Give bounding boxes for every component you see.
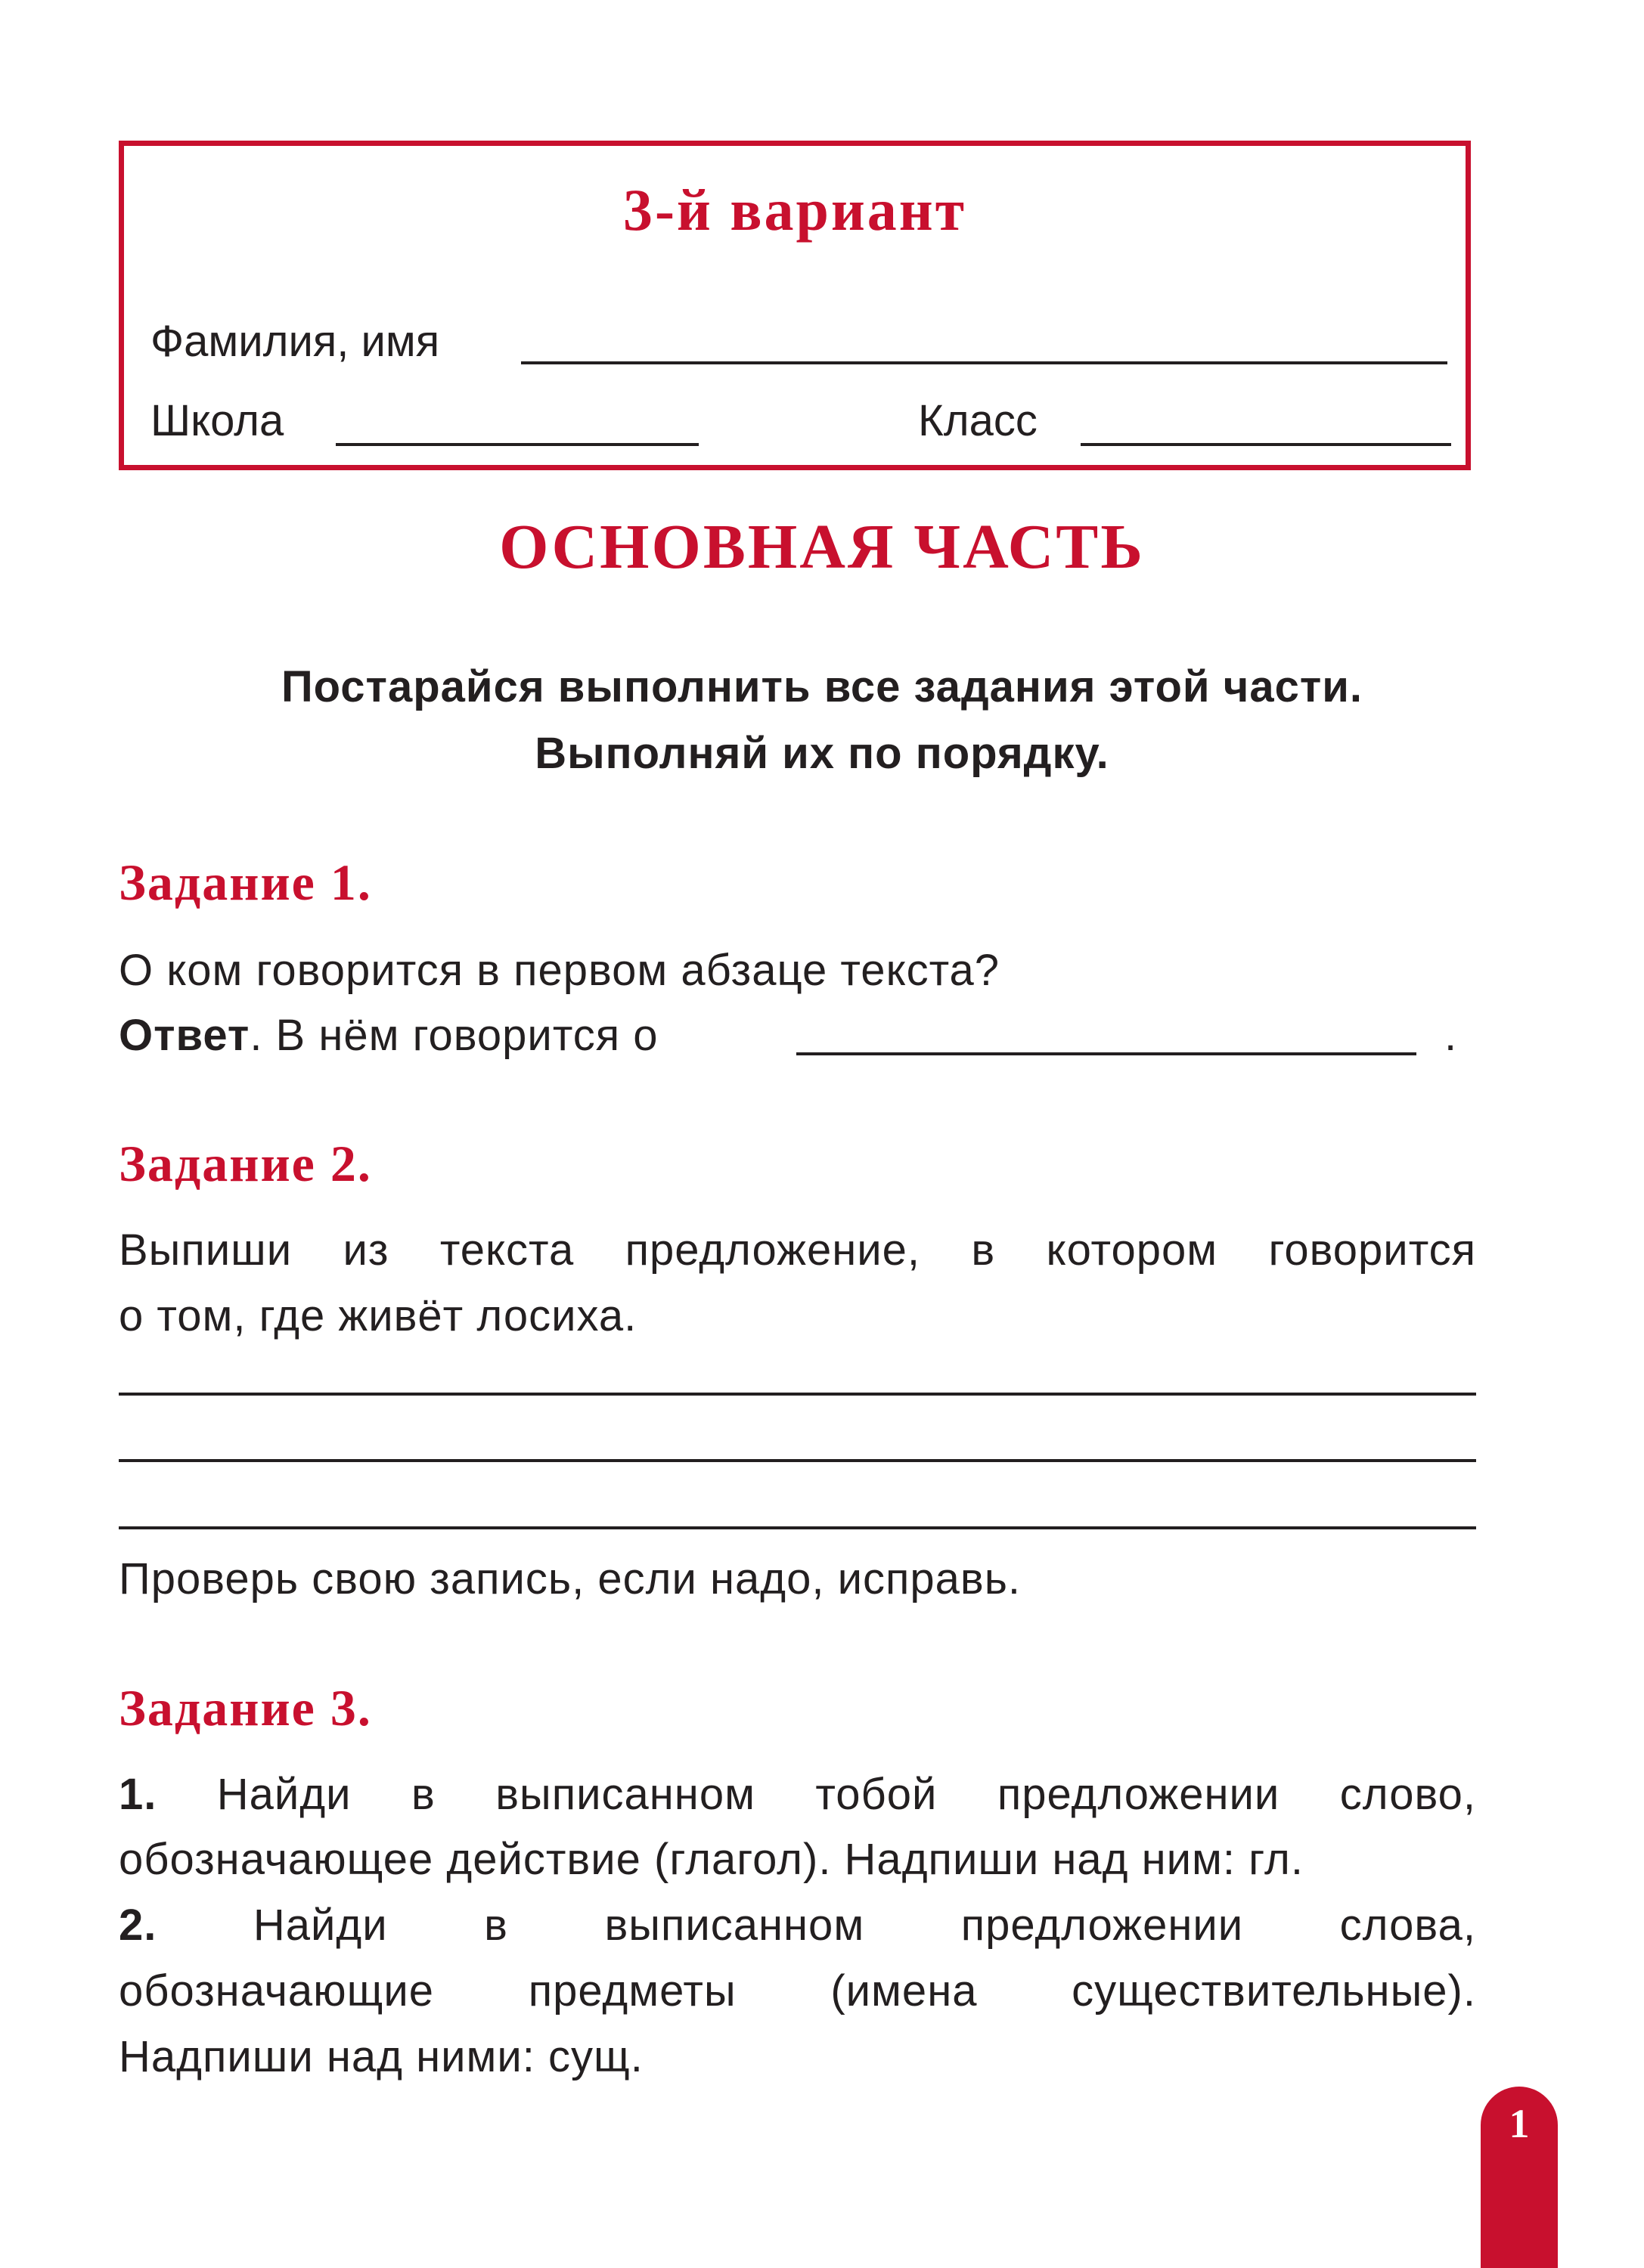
- word: в: [411, 1770, 436, 1819]
- item-number: [119, 1901, 388, 1950]
- item-1-number: 1.: [119, 1770, 157, 1819]
- task-2-check-text: Проверь свою запись, если надо, исправь.: [119, 1554, 1022, 1603]
- word: выписанном: [495, 1770, 755, 1819]
- student-info-box: [119, 141, 1471, 470]
- word: тобой: [815, 1770, 938, 1819]
- task-2-prompt-line-1: [119, 1225, 1476, 1275]
- task-2-prompt-line-2: о том, где живёт лосиха.: [119, 1291, 637, 1340]
- word: существительные).: [1072, 1966, 1476, 2015]
- task-3-item-1-line-2: обозначающее действие (глагол). Надпиши над ним: гл.: [119, 1835, 1304, 1884]
- page-number-tab: [1481, 2087, 1558, 2268]
- word: говорится: [1268, 1225, 1477, 1275]
- task-2-writing-line-2[interactable]: [119, 1459, 1476, 1462]
- word: слово,: [1339, 1770, 1477, 1819]
- word: предметы: [528, 1966, 737, 2015]
- word: текста: [439, 1225, 575, 1275]
- task-1-heading: Задание 1.: [119, 854, 372, 911]
- word: предложении: [960, 1901, 1244, 1950]
- section-title: ОСНОВНАЯ ЧАСТЬ: [499, 512, 1145, 582]
- task-2-heading: Задание 2.: [119, 1135, 372, 1192]
- word: Найди: [253, 1901, 388, 1950]
- task-1-answer-end: .: [1444, 1011, 1458, 1060]
- class-label: Класс: [918, 396, 1038, 445]
- word: в: [971, 1225, 996, 1275]
- word: выписанном: [604, 1901, 865, 1950]
- item-2-number: 2.: [119, 1901, 157, 1950]
- word: предложение,: [625, 1225, 921, 1275]
- word: обозначающие: [119, 1966, 435, 2015]
- school-label: Школа: [150, 396, 284, 445]
- word: в: [484, 1901, 508, 1950]
- class-field[interactable]: [1081, 443, 1451, 446]
- task-1-answer-field[interactable]: [796, 1052, 1416, 1055]
- word: Найди: [216, 1770, 352, 1819]
- task-3-item-2-line-2: [119, 1966, 1476, 2016]
- word: слова,: [1339, 1901, 1476, 1950]
- task-2-writing-line-1[interactable]: [119, 1393, 1476, 1396]
- word: (имена: [830, 1966, 978, 2015]
- task-3-item-1-line-1: [119, 1769, 1476, 1820]
- task-1-question: О ком говорится в первом абзаце текста?: [119, 946, 1000, 995]
- variant-title: 3-й вариант: [622, 177, 967, 243]
- task-1-answer-prompt: [119, 1010, 659, 1061]
- answer-label: Ответ: [119, 1011, 250, 1060]
- instruction-line-2: Выполняй их по порядку.: [535, 729, 1109, 778]
- task-3-item-2-line-3: Надпиши над ними: сущ.: [119, 2032, 644, 2081]
- name-field[interactable]: [521, 361, 1447, 364]
- page-number: 1: [1509, 2101, 1530, 2146]
- answer-text: . В нём говорится о: [250, 1011, 659, 1060]
- task-2-writing-line-3[interactable]: [119, 1526, 1476, 1529]
- word: котором: [1046, 1225, 1218, 1275]
- word: предложении: [997, 1770, 1280, 1819]
- name-label: Фамилия, имя: [150, 317, 440, 366]
- school-field[interactable]: [336, 443, 699, 446]
- task-3-item-2-line-1: [119, 1900, 1476, 1950]
- instruction-line-1: Постарайся выполнить все задания этой части.: [281, 662, 1363, 711]
- task-3-heading: Задание 3.: [119, 1679, 372, 1737]
- word: Выпиши: [119, 1225, 293, 1275]
- word: из: [343, 1225, 389, 1275]
- item-number: [119, 1770, 352, 1819]
